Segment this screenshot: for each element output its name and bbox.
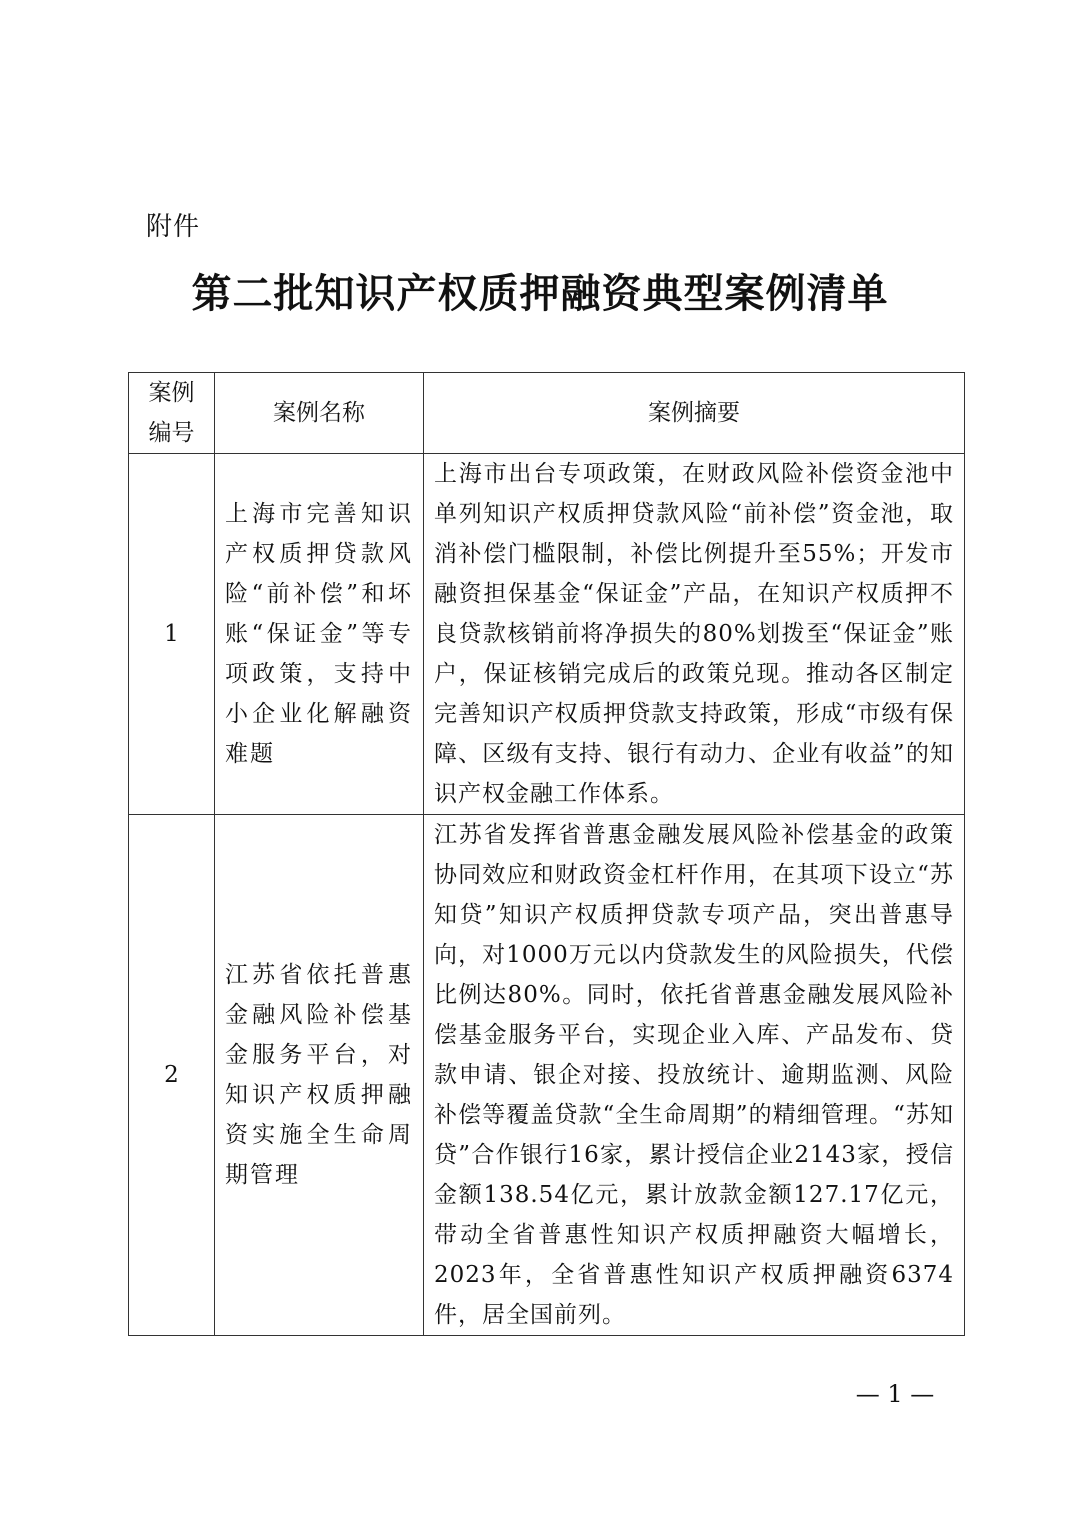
case-summary: 上海市出台专项政策，在财政风险补偿资金池中单列知识产权质押贷款风险“前补偿”资金池，取消补偿门槛限制，补偿比例提升至55%；开发市融资担保基金“保证金”产品，在知识产权质押不良贷款核销前将净损失的80%划拨至“保证金”账户，保证核销完成后的政策兑现。推动各区制定完善知识产权质押贷款支持政策，形成“市级有保障、区级有支持、银行有动力、企业有收益”的知识产权金融工作体系。 — [424, 454, 965, 815]
case-number: 1 — [129, 454, 215, 815]
header-case-summary: 案例摘要 — [424, 373, 965, 454]
case-number: 2 — [129, 815, 215, 1336]
case-name: 江苏省依托普惠金融风险补偿基金服务平台，对知识产权质押融资实施全生命周期管理 — [215, 815, 424, 1336]
case-name: 上海市完善知识产权质押贷款风险“前补偿”和坏账“保证金”等专项政策，支持中小企业化解融资难题 — [215, 454, 424, 815]
header-case-name: 案例名称 — [215, 373, 424, 454]
table-header-row — [129, 373, 965, 454]
case-summary: 江苏省发挥省普惠金融发展风险补偿基金的政策协同效应和财政资金杠杆作用，在其项下设立“苏知贷”知识产权质押贷款专项产品，突出普惠导向，对1000万元以内贷款发生的风险损失，代偿比例达80%。同时，依托省普惠金融发展风险补偿基金服务平台，实现企业入库、产品发布、贷款申请、银企对接、投放统计、逾期监测、风险补偿等覆盖贷款“全生命周期”的精细管理。“苏知贷”合作银行16家，累计授信企业2143家，授信金额138.54亿元，累计放款金额127.17亿元，带动全省普惠性知识产权质押融资大幅增长，2023年，全省普惠性知识产权质押融资6374件，居全国前列。 — [424, 815, 965, 1336]
attachment-label: 附件 — [146, 212, 201, 242]
table-row — [129, 815, 965, 1336]
page-number: — 1 — — [855, 1380, 935, 1408]
header-case-number: 案例编号 — [129, 373, 215, 454]
table-row — [129, 454, 965, 815]
case-table — [128, 372, 965, 1336]
document-title: 第二批知识产权质押融资典型案例清单 — [191, 270, 889, 317]
